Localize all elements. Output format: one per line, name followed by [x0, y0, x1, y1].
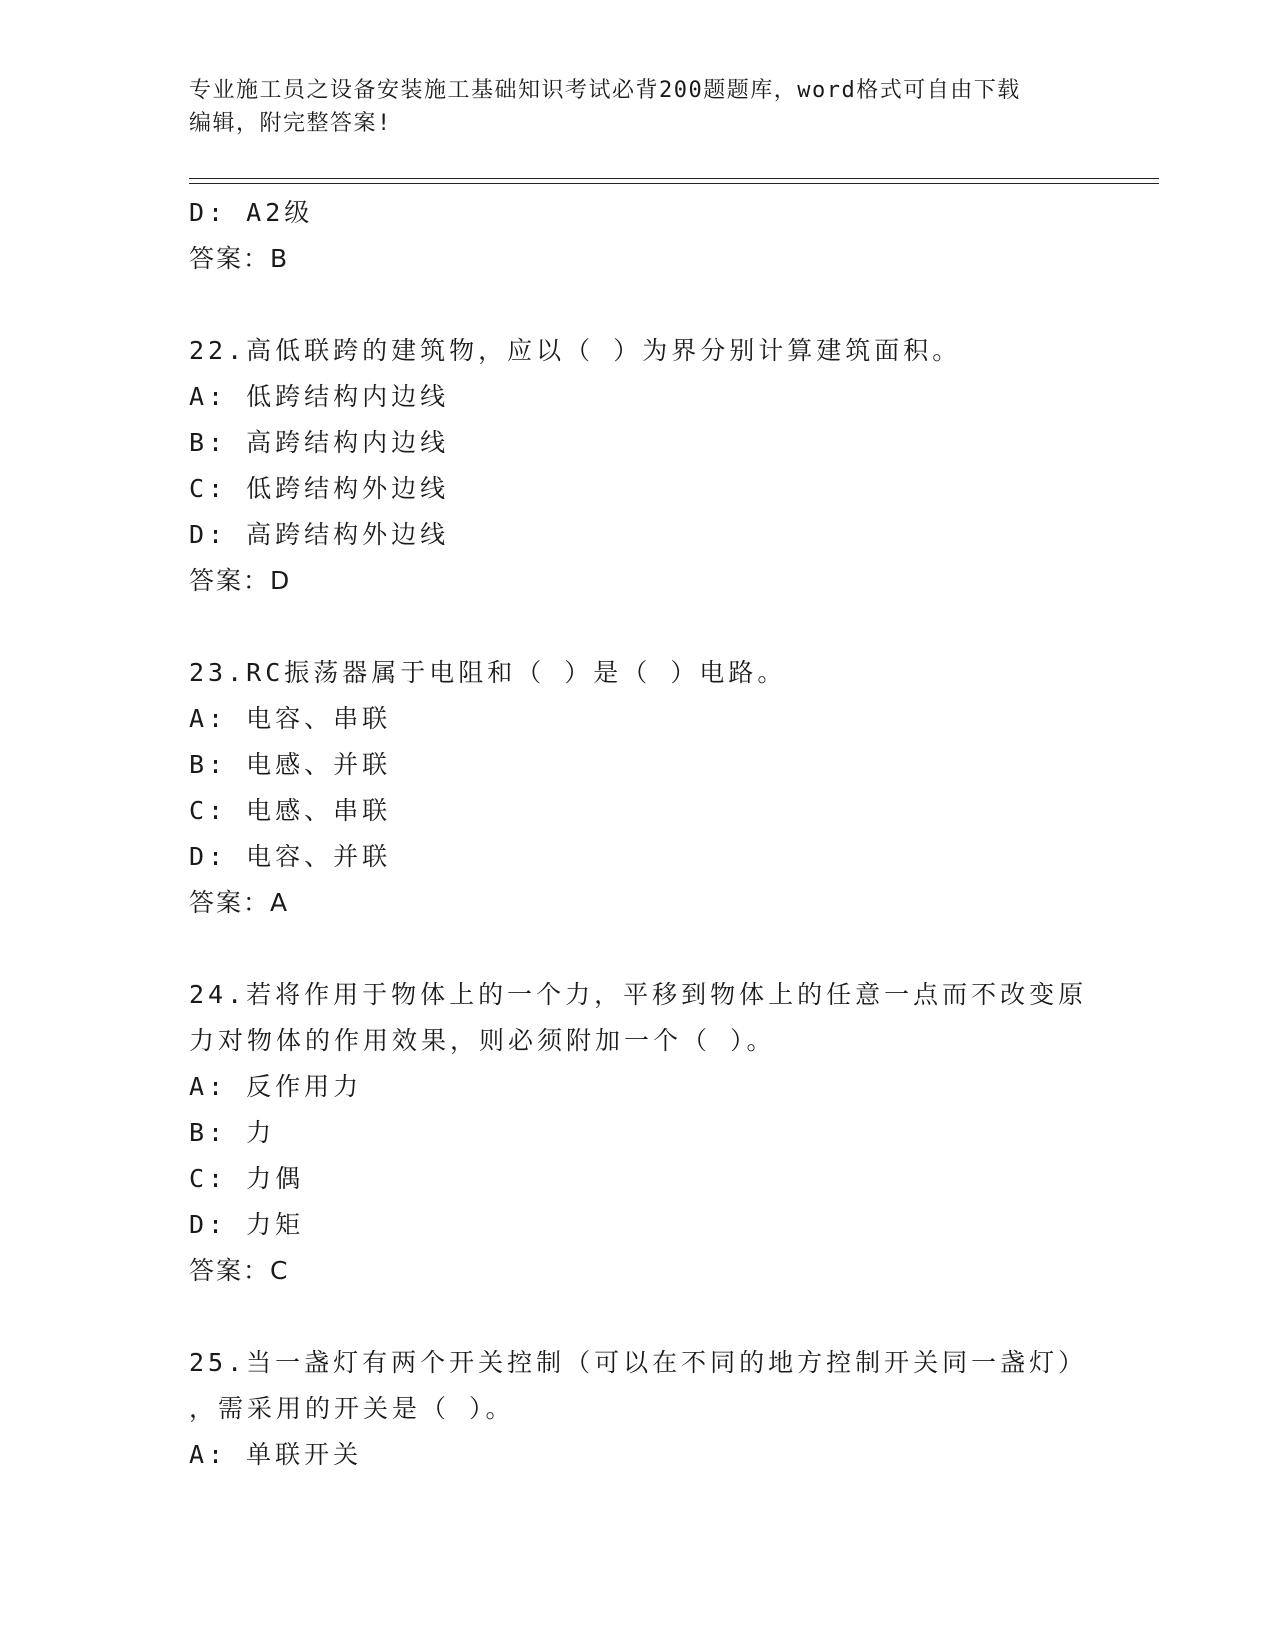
option-b: B: 电感、并联: [189, 750, 392, 779]
option-d: D: A2级: [189, 198, 314, 227]
option-a: A: 低跨结构内边线: [189, 382, 450, 411]
question-text-line-2: ，需采用的开关是（ ）。: [189, 1394, 515, 1423]
answer: 答案：B: [189, 244, 290, 273]
question-text-line-1: 24.若将作用于物体上的一个力，平移到物体上的任意一点而不改变原: [189, 980, 1088, 1009]
option-c: C: 力偶: [189, 1164, 305, 1193]
option-b: B: 力: [189, 1118, 276, 1147]
question-text: 23.RC振荡器属于电阻和（ ）是（ ）电路。: [189, 658, 787, 687]
question-25: [189, 1340, 1089, 1478]
answer: 答案：C: [189, 1256, 290, 1285]
option-c: C: 电感、串联: [189, 796, 392, 825]
question-24: [189, 972, 1089, 1294]
question-text: 22.高低联跨的建筑物，应以（ ）为界分别计算建筑面积。: [189, 336, 962, 365]
question-list: [189, 190, 1089, 1478]
header-divider-bottom: [189, 183, 1159, 184]
option-a: A: 单联开关: [189, 1440, 363, 1469]
header-divider-top: [189, 178, 1159, 179]
option-d: D: 力矩: [189, 1210, 305, 1239]
option-c: C: 低跨结构外边线: [189, 474, 450, 503]
option-a: A: 电容、串联: [189, 704, 392, 733]
question-23: [189, 650, 1089, 926]
question-text-line-1: 25.当一盏灯有两个开关控制（可以在不同的地方控制开关同一盏灯）: [189, 1348, 1088, 1377]
question-21-tail: [189, 190, 1089, 282]
document-header: [189, 74, 1079, 140]
option-a: A: 反作用力: [189, 1072, 363, 1101]
spacer: [189, 282, 1089, 328]
option-d: D: 高跨结构外边线: [189, 520, 450, 549]
answer: 答案：A: [189, 888, 290, 917]
option-b: B: 高跨结构内边线: [189, 428, 450, 457]
header-line-1: 专业施工员之设备安装施工基础知识考试必背200题题库，word格式可自由下载: [189, 78, 1021, 103]
header-line-2: 编辑，附完整答案!: [189, 111, 392, 136]
spacer: [189, 1294, 1089, 1340]
question-22: [189, 328, 1089, 604]
spacer: [189, 926, 1089, 972]
question-text-line-2: 力对物体的作用效果，则必须附加一个（ ）。: [189, 1026, 776, 1055]
option-d: D: 电容、并联: [189, 842, 392, 871]
spacer: [189, 604, 1089, 650]
answer: 答案：D: [189, 566, 292, 595]
